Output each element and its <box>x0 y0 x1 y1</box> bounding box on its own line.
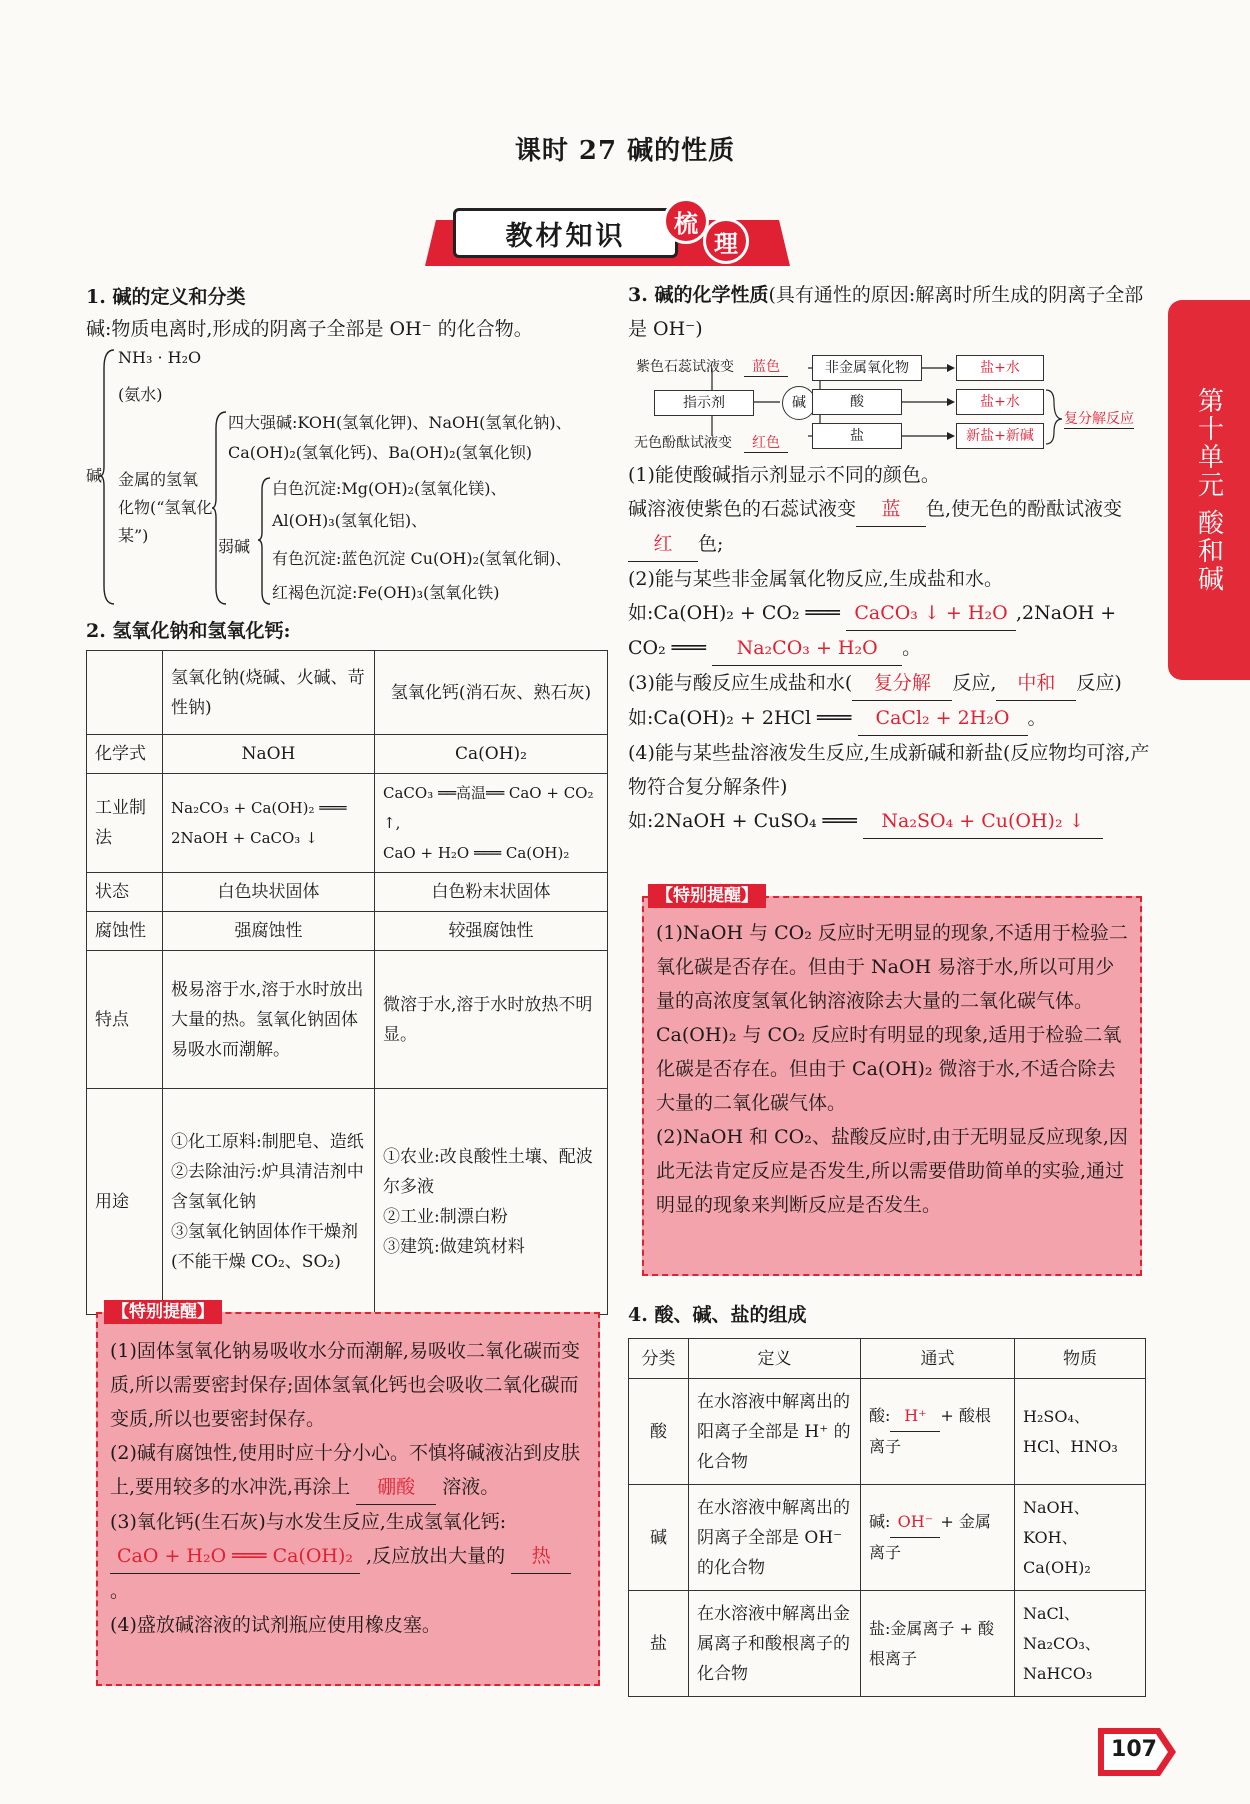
table-header-caoh2: 氢氧化钙(消石灰、熟石灰) <box>375 651 608 735</box>
s4-header-substance: 物质 <box>1015 1339 1146 1379</box>
s3-p4: (4)能与某些盐溶液发生反应,生成新碱和新盐(反应物均可溶,产物符合复分解条件) <box>628 742 1150 798</box>
s3-p3-answer-2: 中和 <box>996 666 1076 701</box>
s3-p1b-answer: 蓝 <box>856 492 926 527</box>
banner-main-text: 教材知识 <box>453 208 678 258</box>
s3-p2: (2)能与某些非金属氧化物反应,生成盐和水。 <box>628 568 1003 590</box>
note1-p4: (4)盛放碱溶液的试剂瓶应使用橡皮塞。 <box>110 1614 441 1636</box>
tree-ammonia-name: (氨水) <box>118 385 163 404</box>
diagram-result-3: 新盐+新碱 <box>956 423 1044 449</box>
note1-p1: (1)固体氢氧化钠易吸收水分而潮解,易吸收二氧化碳而变质,所以需要密封保存;固体氢氧化钙也会吸收二氧化碳而变质,所以也要密封保存。 <box>110 1340 580 1430</box>
row-label-state: 状态 <box>87 873 163 912</box>
diagram-result-1: 盐+水 <box>956 355 1044 381</box>
s4-salt-substances: NaCl、Na₂CO₃、NaHCO₃ <box>1015 1591 1146 1697</box>
s3-p2-eq-a: 如:Ca(OH)₂ + CO₂ ═══ <box>628 602 840 624</box>
tree-brace-weak <box>258 476 272 606</box>
s4-base-def: 在水溶液中解离出的阴离子全部是 OH⁻ 的化合物 <box>689 1485 861 1591</box>
cell-use-caoh2-3: ③建筑:做建筑材料 <box>383 1236 525 1257</box>
note1-p2a: (2)碱有腐蚀性,使用时应十分小心。不慎将碱液沾到皮肤上,要用较多的水冲洗,再涂上 <box>110 1442 580 1498</box>
s3-p2-eq2-answer: Na₂CO₃ + H₂O <box>712 631 902 666</box>
cell-corrosive-naoh: 强腐蚀性 <box>163 912 375 951</box>
s3-p3-eq-answer: CaCl₂ + 2H₂O <box>858 701 1028 736</box>
base-classification-tree <box>86 348 626 608</box>
page-title: 课时 27 碱的性质 <box>514 136 736 166</box>
s3-heading-rest: (具有通性的原因:解离时所生成的阴离子全部是 OH⁻) <box>628 284 1144 340</box>
row-label-feature: 特点 <box>87 951 163 1089</box>
page-number-badge <box>1088 1722 1180 1782</box>
cell-state-naoh: 白色块状固体 <box>163 873 375 912</box>
diagram-base: 碱 <box>782 386 816 420</box>
s4-header-formula: 通式 <box>861 1339 1015 1379</box>
banner-circle-2: 理 <box>703 218 749 264</box>
cell-industry-caoh2-2: CaO + H₂O ═══ Ca(OH)₂ <box>383 844 570 862</box>
s3-p2-eq2-b: 。 <box>902 637 922 659</box>
note1-tag: 【特别提醒】 <box>104 1300 222 1324</box>
diagram-nonmetal-oxide: 非金属氧化物 <box>812 355 922 381</box>
note1-p2-answer: 硼酸 <box>356 1470 436 1505</box>
s3-p3-answer: 复分解 <box>852 666 952 701</box>
cell-industry-naoh: Na₂CO₃ + Ca(OH)₂ ═══ 2NaOH + CaCO₃ ↓ <box>163 774 375 873</box>
unit-side-tab: 第十单元 酸和碱 <box>1168 300 1250 680</box>
s3-heading: 3. 碱的化学性质 <box>628 284 769 306</box>
row-label-formula: 化学式 <box>87 735 163 774</box>
acid-base-salt-table <box>628 1338 1146 1697</box>
diagram-acid: 酸 <box>812 389 902 415</box>
tree-brace-main <box>100 348 116 606</box>
s3-p2-eq-answer: CaCO₃ ↓ + H₂O <box>846 596 1016 631</box>
table-corner <box>87 651 163 735</box>
note1-p3-answer: CaO + H₂O ═══ Ca(OH)₂ <box>110 1539 360 1574</box>
special-reminder-1 <box>96 1312 600 1686</box>
cell-use-naoh-2: ②去除油污:炉具清洁剂中含氢氧化钠 <box>171 1161 364 1212</box>
diagram-phenol: 无色酚酞试液变 <box>634 435 732 451</box>
cell-use-caoh2-1: ①农业:改良酸性土壤、配波尔多液 <box>383 1146 593 1197</box>
special-reminder-2 <box>642 896 1142 1276</box>
base-properties-diagram <box>632 354 1152 454</box>
cell-industry-caoh2-1: CaCO₃ ══高温══ CaO + CO₂ ↑, <box>383 784 594 832</box>
page-number: 107 <box>1111 1737 1157 1762</box>
s3-p2-eq-b: ,2NaOH + <box>1016 602 1117 624</box>
s3-p1: (1)能使酸碱指示剂显示不同的颜色。 <box>628 464 940 486</box>
note2-p2: (2)NaOH 和 CO₂、盐酸反应时,由于无明显反应现象,因此无法肯定反应是否发生,所以需要借助简单的实验,通过明显的现象来判断反应是否发生。 <box>656 1126 1128 1216</box>
row-label-corrosive: 腐蚀性 <box>87 912 163 951</box>
cell-feature-naoh: 极易溶于水,溶于水时放出大量的热。氢氧化钠固体易吸水而潮解。 <box>163 951 375 1089</box>
s3-p3-eq-b: 。 <box>1027 707 1047 729</box>
s3-p3-eq-a: 如:Ca(OH)₂ + 2HCl ═══ <box>628 707 852 729</box>
s4-base-substances: NaOH、KOH、Ca(OH)₂ <box>1015 1485 1146 1591</box>
diagram-phenol-answer: 红色 <box>744 432 788 453</box>
s3-p1b-c: 色; <box>698 533 724 555</box>
diagram-litmus-answer: 蓝色 <box>744 356 788 377</box>
cell-formula-naoh: NaOH <box>163 735 375 774</box>
s4-salt-def: 在水溶液中解离出金属离子和酸根离子的化合物 <box>689 1591 861 1697</box>
tree-weak-4: 红褐色沉淀:Fe(OH)₃(氢氧化铁) <box>272 583 500 602</box>
s4-salt-class: 盐 <box>629 1591 689 1697</box>
s4-acid-class: 酸 <box>629 1379 689 1485</box>
cell-formula-caoh2: Ca(OH)₂ <box>375 735 608 774</box>
tree-root: 碱 <box>86 466 103 485</box>
naoh-caoh2-table <box>86 650 608 1315</box>
s3-p4-eq-answer: Na₂SO₄ + Cu(OH)₂ ↓ <box>863 804 1103 839</box>
tree-weak-label: 弱碱 <box>218 537 251 556</box>
s3-p1b-a: 碱溶液使紫色的石蕊试液变 <box>628 498 857 520</box>
s3-p3b: 反应, <box>952 672 997 694</box>
note1-p3c: 。 <box>110 1580 130 1602</box>
diagram-indicator: 指示剂 <box>654 390 754 416</box>
s3-p3c: 反应) <box>1076 672 1122 694</box>
s4-base-formula-b: + 金属离子 <box>869 1512 991 1562</box>
cell-state-caoh2: 白色粉末状固体 <box>375 873 608 912</box>
table-header-naoh: 氢氧化钠(烧碱、火碱、苛性钠) <box>163 651 375 735</box>
tree-strong-1: 四大强碱:KOH(氢氧化钾)、NaOH(氢氧化钠)、 <box>228 413 572 432</box>
s4-acid-formula-b: + 酸根离子 <box>869 1406 991 1456</box>
note1-p3a: (3)氧化钙(生石灰)与水发生反应,生成氢氧化钙: <box>110 1511 507 1533</box>
diagram-result-2: 盐+水 <box>956 389 1044 415</box>
note1-p3b: ,反应放出大量的 <box>366 1545 506 1567</box>
s3-p3a: (3)能与酸反应生成盐和水( <box>628 672 853 694</box>
s4-acid-formula-answer: H⁺ <box>890 1401 940 1432</box>
s4-header-def: 定义 <box>689 1339 861 1379</box>
s1-heading: 1. 碱的定义和分类 <box>86 286 246 308</box>
cell-corrosive-caoh2: 较强腐蚀性 <box>375 912 608 951</box>
s4-base-formula-answer: OH⁻ <box>890 1507 940 1538</box>
s3-p1b-answer-2: 红 <box>628 527 698 562</box>
s4-acid-formula-a: 酸: <box>869 1406 891 1425</box>
row-label-industry: 工业制法 <box>87 774 163 873</box>
note2-tag: 【特别提醒】 <box>648 884 766 908</box>
row-label-use: 用途 <box>87 1089 163 1315</box>
s4-acid-substances: H₂SO₄、HCl、HNO₃ <box>1015 1379 1146 1485</box>
tree-ammonia: NH₃ · H₂O <box>118 348 202 367</box>
diagram-salt: 盐 <box>812 423 902 449</box>
diagram-double-decomposition: 复分解反应 <box>1064 408 1134 429</box>
s1-definition: 碱:物质电离时,形成的阴离子全部是 OH⁻ 的化合物。 <box>86 318 533 340</box>
s4-base-formula-a: 碱: <box>869 1512 891 1531</box>
tree-weak-1: 白色沉淀:Mg(OH)₂(氢氧化镁)、 <box>272 479 507 498</box>
note1-p3-answer-2: 热 <box>511 1539 571 1574</box>
section-banner <box>425 198 790 268</box>
cell-use-naoh-1: ①化工原料:制肥皂、造纸 <box>171 1131 364 1152</box>
cell-use-caoh2-2: ②工业:制漂白粉 <box>383 1206 508 1227</box>
s4-acid-def: 在水溶液中解离出的阳离子全部是 H⁺ 的化合物 <box>689 1379 861 1485</box>
s3-p2-eq2-a: CO₂ ═══ <box>628 637 707 659</box>
tree-metal-hydroxide: 金属的氢氧化物(“氢氧化某”) <box>118 470 213 545</box>
s3-p1b-b: 色,使无色的酚酞试液变 <box>926 498 1123 520</box>
s4-salt-formula-b: 酸根离子 <box>869 1618 994 1668</box>
banner-circle-1: 梳 <box>663 198 709 244</box>
s3-body <box>628 458 1150 839</box>
s4-header-class: 分类 <box>629 1339 689 1379</box>
s4-salt-formula-a: 盐:金属离子 + <box>869 1618 973 1638</box>
tree-brace-metal <box>212 410 228 606</box>
s4-base-class: 碱 <box>629 1485 689 1591</box>
diagram-litmus: 紫色石蕊试液变 <box>636 359 734 375</box>
note2-p1: (1)NaOH 与 CO₂ 反应时无明显的现象,不适用于检验二氧化碳是否存在。但由于 NaOH 易溶于水,所以可用少量的高浓度氢氧化钠溶液除去大量的二氧化碳气体。Ca(OH)₂ 与 CO₂ 反应时有明显的现象,适用于检验二氧化碳是否存在。但由于 Ca(OH)₂ 微溶于水,不适合除去大量的二氧化碳气体。 <box>656 922 1128 1114</box>
cell-feature-caoh2: 微溶于水,溶于水时放热不明显。 <box>375 951 608 1089</box>
tree-weak-2: Al(OH)₃(氢氧化铝)、 <box>272 511 428 530</box>
tree-weak-3: 有色沉淀:蓝色沉淀 Cu(OH)₂(氢氧化铜)、 <box>272 549 572 568</box>
s4-heading: 4. 酸、碱、盐的组成 <box>628 1304 807 1326</box>
tree-strong-2: Ca(OH)₂(氢氧化钙)、Ba(OH)₂(氢氧化钡) <box>228 443 532 462</box>
s3-p4-eq-a: 如:2NaOH + CuSO₄ ═══ <box>628 810 857 832</box>
note1-p2b: 溶液。 <box>442 1476 500 1498</box>
s2-heading: 2. 氢氧化钠和氢氧化钙: <box>86 620 291 642</box>
cell-use-naoh-3: ③氢氧化钠固体作干燥剂(不能干燥 CO₂、SO₂) <box>171 1221 358 1272</box>
